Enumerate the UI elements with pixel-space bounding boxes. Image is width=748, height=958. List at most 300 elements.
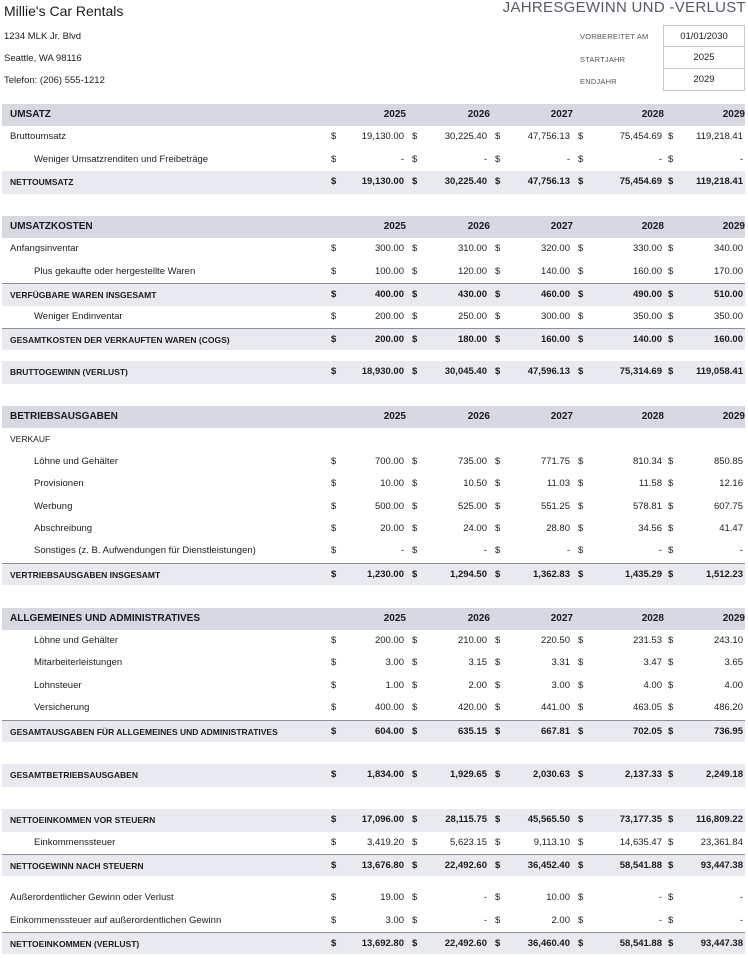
currency-symbol: $ (578, 243, 584, 255)
currency-symbol: $ (578, 702, 584, 714)
amount-cell[interactable]: 18,930.00 (361, 366, 404, 378)
currency-symbol: $ (331, 769, 337, 781)
amount-cell[interactable]: 180.00 (457, 333, 487, 345)
currency-symbol: $ (668, 366, 674, 378)
row-label: ALLGEMEINES UND ADMINISTRATIVES (10, 612, 201, 624)
currency-symbol: $ (668, 702, 674, 714)
amount-cell[interactable]: 551.25 (540, 500, 570, 512)
year-column-header: 2028 (641, 612, 664, 624)
currency-symbol: $ (578, 310, 584, 322)
amount-cell[interactable]: 36,452.40 (527, 859, 570, 871)
currency-symbol: $ (412, 725, 418, 737)
currency-symbol: $ (495, 545, 501, 557)
amount-cell[interactable]: 400.00 (374, 289, 404, 301)
amount-cell[interactable]: 14,635.47 (619, 836, 662, 848)
row-label: Außerordentlicher Gewinn oder Verlust (10, 892, 174, 904)
row-label: GESAMTKOSTEN DER VERKAUFTEN WAREN (COGS) (10, 334, 230, 345)
spacer-row (2, 350, 745, 361)
currency-symbol: $ (495, 176, 501, 188)
year-column-header: 2028 (641, 411, 664, 423)
amount-cell[interactable]: 330.00 (632, 243, 662, 255)
year-column-header: 2025 (383, 612, 406, 624)
amount-cell[interactable]: 771.75 (540, 455, 570, 467)
row-label: Mitarbeiterleistungen (34, 657, 123, 669)
amount-cell[interactable]: 160.00 (713, 333, 743, 345)
currency-symbol: $ (668, 333, 674, 345)
amount-cell[interactable]: - (739, 892, 743, 904)
row-label: VERFÜGBARE WAREN INSGESAMT (10, 290, 157, 301)
spacer-row (2, 876, 745, 887)
line-item-row (2, 832, 745, 854)
currency-symbol: $ (668, 859, 674, 871)
row-label: Bruttoumsatz (10, 131, 66, 143)
amount-cell[interactable]: 24.00 (463, 523, 487, 535)
amount-cell[interactable]: 735.00 (457, 455, 487, 467)
currency-symbol: $ (668, 679, 674, 691)
amount-cell[interactable]: 441.00 (540, 702, 570, 714)
amount-cell[interactable]: 4.00 (643, 679, 662, 691)
amount-cell[interactable]: 47,596.13 (527, 366, 570, 378)
section-header-row (2, 608, 745, 630)
currency-symbol: $ (495, 836, 501, 848)
prepared-date-field[interactable]: 01/01/2030 (663, 25, 745, 47)
line-item-row (2, 149, 745, 171)
start-year-label: STARTJAHR (580, 55, 626, 64)
amount-cell[interactable]: - (483, 914, 487, 926)
amount-cell[interactable]: 22,492.60 (444, 859, 487, 871)
amount-cell[interactable]: 320.00 (540, 243, 570, 255)
amount-cell[interactable]: - (658, 914, 662, 926)
amount-cell[interactable]: 340.00 (713, 243, 743, 255)
amount-cell[interactable]: 1,834.00 (367, 769, 404, 781)
amount-cell[interactable]: - (658, 545, 662, 557)
line-item-row (2, 126, 745, 148)
row-label: GESAMTAUSGABEN FÜR ALLGEMEINES UND ADMINISTRATIVES (10, 726, 278, 737)
amount-cell[interactable]: 17,096.00 (361, 814, 404, 826)
amount-cell[interactable]: 4.00 (724, 679, 743, 691)
currency-symbol: $ (578, 153, 584, 165)
currency-symbol: $ (331, 310, 337, 322)
section-header-row (2, 406, 745, 428)
currency-symbol: $ (668, 310, 674, 322)
currency-symbol: $ (331, 814, 337, 826)
amount-cell[interactable]: - (400, 545, 404, 557)
currency-symbol: $ (412, 836, 418, 848)
currency-symbol: $ (412, 545, 418, 557)
amount-cell[interactable]: - (739, 545, 743, 557)
amount-cell[interactable]: 1.00 (385, 679, 404, 691)
amount-cell[interactable]: 300.00 (540, 310, 570, 322)
currency-symbol: $ (331, 523, 337, 535)
currency-symbol: $ (412, 310, 418, 322)
amount-cell[interactable]: 3.31 (551, 657, 570, 669)
currency-symbol: $ (578, 523, 584, 535)
row-label: NETTOEINKOMMEN VOR STEUERN (10, 815, 156, 826)
currency-symbol: $ (578, 176, 584, 188)
currency-symbol: $ (578, 892, 584, 904)
total-row (2, 361, 745, 383)
amount-cell[interactable]: 200.00 (374, 634, 404, 646)
row-label: Provisionen (34, 478, 84, 490)
amount-cell[interactable]: 486.20 (713, 702, 743, 714)
total-row (2, 720, 745, 742)
amount-cell[interactable]: 36,460.40 (527, 938, 570, 950)
currency-symbol: $ (668, 289, 674, 301)
currency-symbol: $ (331, 914, 337, 926)
currency-symbol: $ (331, 176, 337, 188)
amount-cell[interactable]: 1,929.65 (450, 769, 487, 781)
amount-cell[interactable]: 140.00 (540, 265, 570, 277)
amount-cell[interactable]: 30,225.40 (444, 131, 487, 143)
amount-cell[interactable]: 1,294.50 (450, 568, 487, 580)
row-label: VERTRIEBSAUSGABEN INSGESAMT (10, 569, 161, 580)
currency-symbol: $ (331, 938, 337, 950)
amount-cell[interactable]: 2.00 (468, 679, 487, 691)
currency-symbol: $ (495, 657, 501, 669)
currency-symbol: $ (668, 657, 674, 669)
line-item-row (2, 518, 745, 540)
currency-symbol: $ (668, 892, 674, 904)
currency-symbol: $ (331, 243, 337, 255)
currency-symbol: $ (412, 366, 418, 378)
total-row (2, 809, 745, 831)
currency-symbol: $ (495, 859, 501, 871)
currency-symbol: $ (578, 478, 584, 490)
amount-cell[interactable]: 47,756.13 (527, 131, 570, 143)
amount-cell[interactable]: 93,447.38 (700, 938, 743, 950)
currency-symbol: $ (668, 500, 674, 512)
amount-cell[interactable]: - (483, 545, 487, 557)
total-row (2, 283, 745, 305)
amount-cell[interactable]: - (739, 914, 743, 926)
row-label: Löhne und Gehälter (34, 634, 118, 646)
amount-cell[interactable]: 463.05 (632, 702, 662, 714)
line-item-row (2, 451, 745, 473)
currency-symbol: $ (412, 265, 418, 277)
year-column-header: 2028 (641, 220, 664, 232)
currency-symbol: $ (412, 702, 418, 714)
amount-cell[interactable]: 525.00 (457, 500, 487, 512)
amount-cell[interactable]: 93,447.38 (700, 859, 743, 871)
currency-symbol: $ (578, 289, 584, 301)
amount-cell[interactable]: 2.00 (551, 914, 570, 926)
currency-symbol: $ (412, 892, 418, 904)
amount-cell[interactable]: - (658, 153, 662, 165)
total-row (2, 563, 745, 585)
amount-cell[interactable]: 34.56 (638, 523, 662, 535)
currency-symbol: $ (668, 836, 674, 848)
row-label: NETTOUMSATZ (10, 177, 74, 188)
currency-symbol: $ (331, 153, 337, 165)
amount-cell[interactable]: 20.00 (380, 523, 404, 535)
amount-cell[interactable]: - (658, 892, 662, 904)
currency-symbol: $ (331, 859, 337, 871)
line-item-row (2, 540, 745, 562)
amount-cell[interactable]: 350.00 (632, 310, 662, 322)
amount-cell[interactable]: - (566, 153, 570, 165)
currency-symbol: $ (578, 814, 584, 826)
amount-cell[interactable]: 41.47 (719, 523, 743, 535)
amount-cell[interactable]: 119,218.41 (695, 176, 743, 188)
line-item-row (2, 675, 745, 697)
year-column-header: 2025 (383, 109, 406, 120)
currency-symbol: $ (412, 657, 418, 669)
amount-cell[interactable]: 1,230.00 (367, 568, 404, 580)
currency-symbol: $ (495, 478, 501, 490)
amount-cell[interactable]: 578.81 (632, 500, 662, 512)
amount-cell[interactable]: 30,045.40 (444, 366, 487, 378)
currency-symbol: $ (331, 500, 337, 512)
amount-cell[interactable]: 667.81 (540, 725, 570, 737)
amount-cell[interactable]: 75,314.69 (619, 366, 662, 378)
currency-symbol: $ (578, 131, 584, 143)
currency-symbol: $ (495, 523, 501, 535)
amount-cell[interactable]: 460.00 (540, 289, 570, 301)
currency-symbol: $ (578, 914, 584, 926)
amount-cell[interactable]: 47,756.13 (527, 176, 570, 188)
line-item-row (2, 697, 745, 719)
amount-cell[interactable]: 3.00 (551, 679, 570, 691)
currency-symbol: $ (412, 478, 418, 490)
amount-cell[interactable]: 3.65 (724, 657, 743, 669)
line-item-row (2, 306, 745, 328)
year-column-header: 2026 (467, 612, 490, 624)
row-label: Einkommenssteuer (34, 836, 116, 848)
currency-symbol: $ (578, 500, 584, 512)
amount-cell[interactable]: 75,454.69 (619, 176, 662, 188)
amount-cell[interactable]: 2,137.33 (625, 769, 662, 781)
year-column-header: 2027 (550, 109, 573, 120)
end-year-field[interactable]: 2029 (663, 69, 745, 91)
amount-cell[interactable]: 140.00 (632, 333, 662, 345)
amount-cell[interactable]: 810.34 (632, 455, 662, 467)
amount-cell[interactable]: 220.50 (540, 634, 570, 646)
total-row (2, 328, 745, 350)
amount-cell[interactable]: 58,541.88 (619, 938, 662, 950)
amount-cell[interactable]: 2,030.63 (533, 769, 570, 781)
amount-cell[interactable]: 10.50 (463, 478, 487, 490)
year-column-header: 2029 (722, 220, 745, 232)
currency-symbol: $ (412, 289, 418, 301)
amount-cell[interactable]: 635.15 (457, 725, 487, 737)
amount-cell[interactable]: 702.05 (632, 725, 662, 737)
currency-symbol: $ (495, 289, 501, 301)
amount-cell[interactable]: 420.00 (457, 702, 487, 714)
total-row (2, 764, 745, 786)
currency-symbol: $ (495, 310, 501, 322)
line-item-row (2, 238, 745, 260)
amount-cell[interactable]: 604.00 (374, 725, 404, 737)
amount-cell[interactable]: 119,218.41 (696, 131, 743, 143)
currency-symbol: $ (495, 892, 501, 904)
amount-cell[interactable]: 11.58 (638, 478, 662, 490)
currency-symbol: $ (668, 545, 674, 557)
year-column-header: 2026 (467, 220, 490, 232)
currency-symbol: $ (412, 814, 418, 826)
currency-symbol: $ (331, 892, 337, 904)
total-row (2, 854, 745, 876)
amount-cell[interactable]: - (483, 892, 487, 904)
currency-symbol: $ (668, 523, 674, 535)
amount-cell[interactable]: 3.00 (385, 657, 404, 669)
currency-symbol: $ (495, 634, 501, 646)
amount-cell[interactable]: 490.00 (632, 289, 662, 301)
amount-cell[interactable]: 200.00 (374, 310, 404, 322)
amount-cell[interactable]: 45,565.50 (527, 814, 570, 826)
amount-cell[interactable]: 736.95 (713, 725, 743, 737)
amount-cell[interactable]: 58,541.88 (619, 859, 662, 871)
amount-cell[interactable]: 231.53 (632, 634, 662, 646)
amount-cell[interactable]: 500.00 (374, 500, 404, 512)
amount-cell[interactable]: 23,361.84 (700, 836, 743, 848)
company-address-line2: Seattle, WA 98116 (4, 53, 82, 64)
currency-symbol: $ (412, 634, 418, 646)
row-label: VERKAUF (10, 434, 51, 445)
amount-cell[interactable]: 28,115.75 (445, 814, 487, 826)
row-label: UMSATZKOSTEN (10, 220, 93, 232)
currency-symbol: $ (495, 131, 501, 143)
currency-symbol: $ (495, 725, 501, 737)
amount-cell[interactable]: 13,692.80 (361, 938, 404, 950)
amount-cell[interactable]: 73,177.35 (619, 814, 662, 826)
year-column-header: 2029 (722, 109, 745, 120)
currency-symbol: $ (668, 153, 674, 165)
amount-cell[interactable]: 100.00 (374, 265, 404, 277)
amount-cell[interactable]: - (739, 153, 743, 165)
currency-symbol: $ (495, 938, 501, 950)
row-label: GESAMTBETRIEBSAUSGABEN (10, 770, 138, 781)
currency-symbol: $ (412, 500, 418, 512)
amount-cell[interactable]: 700.00 (374, 455, 404, 467)
amount-cell[interactable]: 9,113.10 (533, 836, 570, 848)
amount-cell[interactable]: 19.00 (380, 892, 404, 904)
amount-cell[interactable]: 30,225.40 (444, 176, 487, 188)
total-row (2, 171, 745, 193)
currency-symbol: $ (412, 769, 418, 781)
currency-symbol: $ (495, 769, 501, 781)
year-column-header: 2028 (641, 109, 664, 120)
year-column-header: 2025 (383, 411, 406, 423)
currency-symbol: $ (331, 333, 337, 345)
currency-symbol: $ (412, 568, 418, 580)
amount-cell[interactable]: 310.00 (457, 243, 487, 255)
row-label: Einkommenssteuer auf außerordentlichen Gewinn (10, 914, 222, 926)
amount-cell[interactable]: - (400, 153, 404, 165)
amount-cell[interactable]: 1,362.83 (533, 568, 570, 580)
amount-cell[interactable]: 160.00 (540, 333, 570, 345)
amount-cell[interactable]: 120.00 (457, 265, 487, 277)
start-year-field[interactable]: 2025 (663, 47, 745, 69)
currency-symbol: $ (578, 938, 584, 950)
amount-cell[interactable]: 3.47 (643, 657, 662, 669)
document-title: JAHRESGEWINN UND -VERLUST (502, 0, 746, 16)
amount-cell[interactable]: 3.00 (385, 914, 404, 926)
currency-symbol: $ (578, 455, 584, 467)
currency-symbol: $ (578, 859, 584, 871)
currency-symbol: $ (668, 176, 674, 188)
amount-cell[interactable]: 5,623.15 (450, 836, 487, 848)
amount-cell[interactable]: 13,676.80 (361, 859, 404, 871)
row-label: BRUTTOGEWINN (VERLUST) (10, 367, 128, 378)
amount-cell[interactable]: 210.00 (457, 634, 487, 646)
row-label: Anfangsinventar (10, 243, 79, 255)
currency-symbol: $ (668, 265, 674, 277)
currency-symbol: $ (578, 545, 584, 557)
currency-symbol: $ (668, 634, 674, 646)
year-column-header: 2027 (550, 612, 573, 624)
currency-symbol: $ (412, 679, 418, 691)
currency-symbol: $ (668, 478, 674, 490)
year-column-header: 2027 (550, 220, 573, 232)
row-label: Weniger Endinventar (34, 310, 123, 322)
amount-cell[interactable]: 12.16 (719, 478, 743, 490)
amount-cell[interactable]: 22,492.60 (444, 938, 487, 950)
row-label: NETTOGEWINN NACH STEUERN (10, 860, 144, 871)
amount-cell[interactable]: 119,058.41 (695, 366, 743, 378)
currency-symbol: $ (578, 679, 584, 691)
amount-cell[interactable]: 300.00 (374, 243, 404, 255)
amount-cell[interactable]: 116,809.22 (695, 814, 743, 826)
amount-cell[interactable]: 19,130.00 (361, 176, 404, 188)
currency-symbol: $ (331, 131, 337, 143)
amount-cell[interactable]: 1,435.29 (625, 568, 662, 580)
amount-cell[interactable]: 250.00 (457, 310, 487, 322)
currency-symbol: $ (495, 814, 501, 826)
amount-cell[interactable]: 3.15 (468, 657, 487, 669)
section-header-row (2, 216, 745, 238)
amount-cell[interactable]: 10.00 (546, 892, 570, 904)
currency-symbol: $ (578, 836, 584, 848)
currency-symbol: $ (495, 153, 501, 165)
currency-symbol: $ (495, 568, 501, 580)
currency-symbol: $ (668, 769, 674, 781)
row-label: Abschreibung (34, 523, 93, 535)
amount-cell[interactable]: - (566, 545, 570, 557)
amount-cell[interactable]: 19,130.00 (361, 131, 404, 143)
spacer-row (2, 787, 745, 809)
currency-symbol: $ (412, 859, 418, 871)
currency-symbol: $ (412, 153, 418, 165)
amount-cell[interactable]: 400.00 (374, 702, 404, 714)
amount-cell[interactable]: 2,249.18 (706, 769, 743, 781)
amount-cell[interactable]: 28.80 (546, 523, 570, 535)
currency-symbol: $ (578, 657, 584, 669)
amount-cell[interactable]: 3,419.20 (367, 836, 404, 848)
row-label: Versicherung (34, 702, 90, 714)
amount-cell[interactable]: 1,512.23 (706, 568, 743, 580)
amount-cell[interactable]: 170.00 (713, 265, 743, 277)
amount-cell[interactable]: 430.00 (457, 289, 487, 301)
amount-cell[interactable]: 350.00 (713, 310, 743, 322)
amount-cell[interactable]: 200.00 (374, 333, 404, 345)
currency-symbol: $ (668, 131, 674, 143)
company-address-line1: 1234 MLK Jr. Blvd (4, 31, 82, 42)
amount-cell[interactable]: 850.85 (713, 455, 743, 467)
amount-cell[interactable]: 607.75 (713, 500, 743, 512)
amount-cell[interactable]: 11.03 (546, 478, 570, 490)
row-label: BETRIEBSAUSGABEN (10, 411, 118, 423)
currency-symbol: $ (495, 243, 501, 255)
currency-symbol: $ (578, 333, 584, 345)
amount-cell[interactable]: 510.00 (713, 289, 743, 301)
amount-cell[interactable]: 160.00 (632, 265, 662, 277)
amount-cell[interactable]: 75,454.69 (619, 131, 662, 143)
amount-cell[interactable]: - (483, 153, 487, 165)
amount-cell[interactable]: 10.00 (380, 478, 404, 490)
currency-symbol: $ (412, 131, 418, 143)
currency-symbol: $ (331, 657, 337, 669)
amount-cell[interactable]: 243.10 (713, 634, 743, 646)
